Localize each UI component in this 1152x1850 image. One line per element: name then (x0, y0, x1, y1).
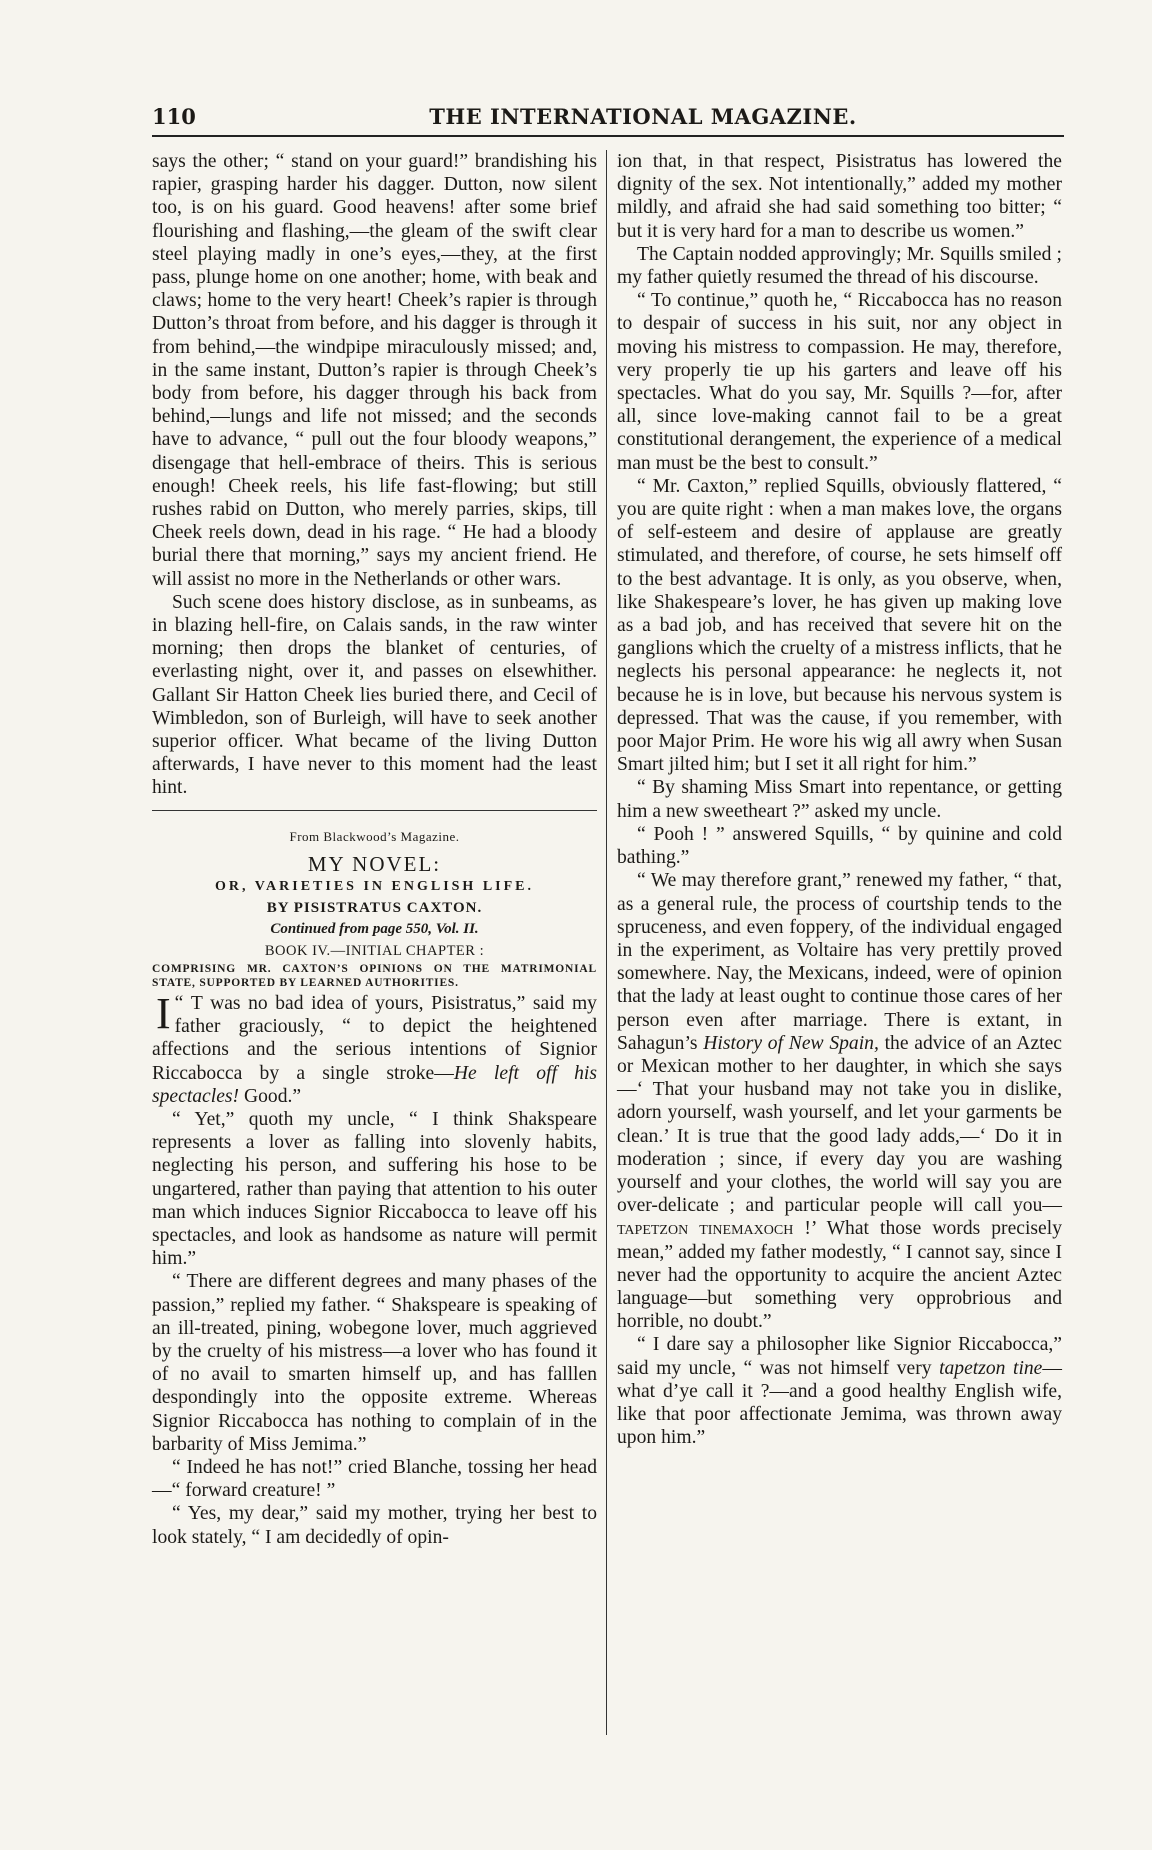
paragraph: Such scene does history disclose, as in sunbeams, as in blazing hell-fire, on Calais sands, in the raw winter morning; then drops the blanket of centuries, of everlasting night, over it, and passes on elsewhither. Gallant Sir Hatton Cheek lies buried there, and Cecil of Wimbledon, son of Burleigh, will have to seek another superior officer. What became of the living Dutton afterwards, I have never to this moment had the least hint. (152, 591, 597, 799)
opening-italic: He left off his spectacles! (152, 1062, 598, 1107)
article-separator (152, 810, 597, 811)
opening-paragraph (152, 988, 598, 1108)
opening-text: T was no bad idea of yours, Pisistratus,” said my father graciously, “ to depict the heightened affections and the serious intentions of Signior Riccabocca by a single stroke— (152, 992, 597, 1084)
right-column (617, 150, 1062, 1449)
running-title: THE INTERNATIONAL MAGAZINE. (429, 104, 857, 129)
article-title: MY NOVEL: (307, 851, 442, 876)
article-continued-note: Continued from page 550, Vol. II. (270, 920, 479, 937)
article-subtitle: OR, VARIETIES IN ENGLISH LIFE. (214, 878, 534, 894)
aztec-phrase: tapetzon tinemaxoch (617, 1218, 794, 1240)
paragraph: “ To continue,” quoth he, “ Riccabocca has no reason to despair of success in his suit, nor any object in moving his mistress to compassion. He may, therefore, very properly tie up his garters and leave off his spectacles. What do you say, Mr. Squills ?—for, after all, since love-making cannot fail to be a great constitutional derangement, the experience of a medical man must be the best to consult.” (617, 290, 1062, 474)
page-number: 110 (152, 104, 196, 129)
article-heading (152, 825, 597, 962)
paragraph: “ Indeed he has not!” cried Blanche, tossing her head—“ forward creature! ” (152, 1456, 597, 1502)
chapter-summary: COMPRISING MR. CAXTON’S OPINIONS ON THE MATRIMONIAL STATE, SUPPORTED BY LEARNED AUTHORITIES. (152, 962, 597, 989)
text-run: !’ What those words precisely mean,” added my father modestly, “ I cannot say, since I never had the opportunity to acquire the ancient Aztec language—but something very opprobrious and horrible, no doubt.” (617, 1218, 1062, 1333)
paragraph: “ Yet,” quoth my uncle, “ I think Shakspeare represents a lover as falling into slovenly habits, neglecting his person, and suffering his hose to be ungartered, rather than paying that attention to his outer man which induces Signior Riccabocca to leave off his spectacles, and look as handsome as nature will permit him.” (152, 1108, 597, 1270)
article-byline: BY PISISTRATUS CAXTON. (266, 899, 483, 916)
paragraph: The Captain nodded approvingly; Mr. Squills smiled ; my father quietly resumed the thread of his discourse. (617, 243, 1062, 289)
paragraph: “ Mr. Caxton,” replied Squills, obviously flattered, “ you are quite right : when a man makes love, the organs of self-esteem and desire of applause are greatly stimulated, and therefore, of course, he sets himself off to the best advantage. It is only, as you observe, when, like Shakespeare’s lover, he has given up making love as a bad job, and has received that severe hit on the ganglions which the cruelty of a mistress inflicts, that he neglects his personal appearance: he neglects it, not because he is in love, but because his nervous system is depressed. That was the cause, if you remember, with poor Major Prim. He wore his wig all awry when Susan Smart jilted him; but I set it all right for him.” (617, 475, 1062, 776)
paragraph: says the other; “ stand on your guard!” brandishing his rapier, grasping harder his dagger. Dutton, now silent too, is on his guard. Good heavens! after some brief flourishing and flashing,—the gleam of the swift clear steel playing madly in one’s eyes,—they, at the first pass, plunge home on one another; home, with beak and claws; home to the very heart! Cheek’s rapier is through Dutton’s throat from before, and his dagger is through it from behind,—the windpipe miraculously missed; and, in the same instant, Dutton’s rapier is through Cheek’s body from before, his dagger through his back from behind,—lungs and life not missed; and the seconds have to advance, “ pull out the four bloody weapons,” disengage that hell-embrace of theirs. This is serious enough! Cheek reels, his life fast-flowing; but still rushes rabid on Dutton, who merely parries, skips, till Cheek reels down, dead in his rage. “ He had a bloody burial there that morning,” says my ancient friend. He will assist no more in the Netherlands or other wars. (152, 151, 597, 590)
text-run: —what d’ye call it ?—and a good healthy English wife, like that poor affectionate Jemima, was thrown away upon him.” (617, 1357, 1062, 1449)
paragraph-mexican-advice (617, 869, 1062, 1333)
left-column (152, 150, 597, 1549)
paragraph: “ There are different degrees and many phases of the passion,” replied my father. “ Shakspeare is speaking of an ill-treated, pining, wobegone lover, much aggrieved by the cruelty of his mistress—a lover who has found it of no avail to smarten himself up, and has falllen despondingly into the opposite extreme. Whereas Signior Riccabocca has nothing to complain of in the barbarity of Miss Jemima.” (152, 1271, 597, 1455)
chapter-heading: BOOK IV.—INITIAL CHAPTER : (264, 942, 485, 959)
column-divider (606, 150, 607, 1735)
header-rule (152, 135, 1064, 137)
drop-cap: I (156, 988, 171, 1038)
page-header (152, 100, 1064, 134)
paragraph: “ Pooh ! ” answered Squills, “ by quinine and cold bathing.” (617, 823, 1062, 869)
italic-title: History of New Spain, (703, 1032, 879, 1054)
paragraph-final (617, 1333, 1062, 1449)
paragraph: “ By shaming Miss Smart into repentance, or getting him a new sweetheart ?” asked my uncle. (617, 777, 1062, 822)
article-source: From Blackwood’s Magazine. (289, 828, 460, 844)
opening-text-end: Good.” (239, 1085, 302, 1107)
italic-phrase: tapetzon tine (939, 1357, 1043, 1379)
opening-quote: “ (174, 992, 191, 1014)
text-run: “ We may therefore grant,” renewed my father, “ that, as a general rule, the process of courtship tends to the spruceness, and even foppery, of the individual engaged in the experiment, as Voltaire has very prettily proved somewhere. Nay, the Mexicans, indeed, were of opinion that the lady at least ought to continue those cares of her person even after marriage. There is extant, in Sahagun’s (617, 870, 1062, 1054)
paragraph: ion that, in that respect, Pisistratus has lowered the dignity of the sex. Not intentionally,” added my mother mildly, and afraid she had said something too bitter; “ but it is very hard for a man to describe us women.” (617, 151, 1062, 242)
paragraph: “ Yes, my dear,” said my mother, trying her best to look stately, “ I am decidedly of opin- (152, 1503, 597, 1548)
text-run: “ I dare say a philosopher like Signior Riccabocca,” said my uncle, “ was not himself very (617, 1334, 1062, 1379)
text-run: the advice of an Aztec or Mexican mother to her daughter, in which she says—‘ That your husband may not take you in dislike, adorn yourself, wash yourself, and let your garments be clean.’ It is true that the good lady adds,—‘ Do it in moderation ; since, if every day you are washing yourself and your clothes, the world will say you are over-delicate ; and particular people will call you— (617, 1032, 1062, 1217)
